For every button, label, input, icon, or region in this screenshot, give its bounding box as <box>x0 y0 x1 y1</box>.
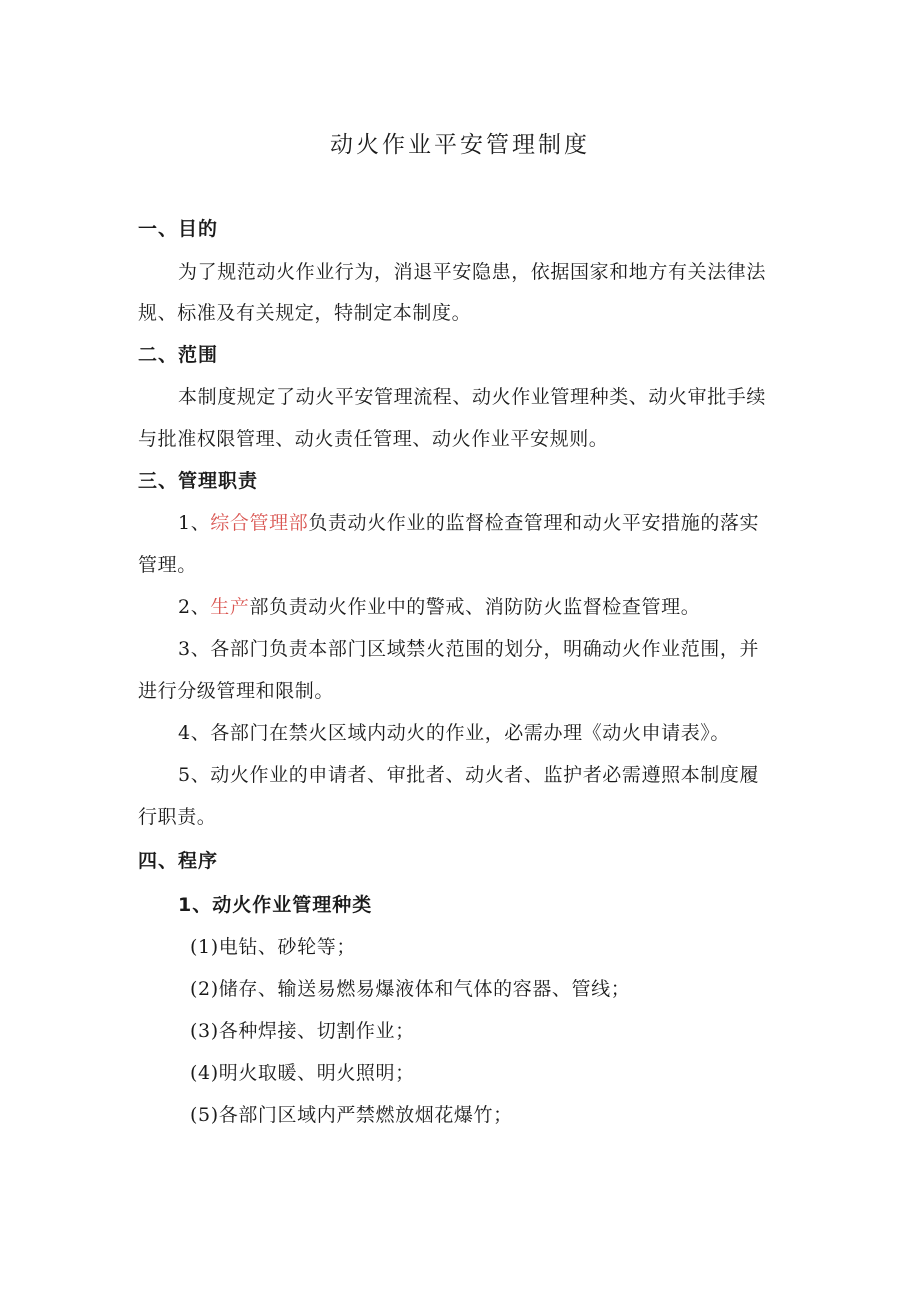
responsibility-item-4: 4、各部门在禁火区域内动火的作业，必需办理《动火申请表》。 <box>178 722 730 744</box>
purpose-paragraph-line-2: 规、标准及有关规定，特制定本制度。 <box>138 302 472 324</box>
responsibility-item-3-line-2: 进行分级管理和限制。 <box>138 680 335 702</box>
document-title: 动火作业平安管理制度 <box>330 132 590 158</box>
section-heading-scope: 二、范围 <box>138 344 219 366</box>
purpose-paragraph-line-1: 为了规范动火作业行为，消退平安隐患，依据国家和地方有关法律法 <box>178 261 767 283</box>
item-text: 负责动火作业的监督检查管理和动火平安措施的落实 <box>308 512 760 534</box>
section-heading-responsibilities: 三、管理职责 <box>138 470 259 492</box>
responsibility-item-1-line-2: 管理。 <box>138 554 197 576</box>
highlighted-department: 生产 <box>210 596 250 618</box>
section-heading-purpose: 一、目的 <box>138 218 219 240</box>
item-number: 1、 <box>178 512 211 534</box>
responsibility-item-5-line-1: 5、动火作业的申请者、审批者、动火者、监护者必需遵照本制度履 <box>178 764 760 786</box>
category-item-3: (3)各种焊接、切割作业； <box>190 1020 415 1042</box>
responsibility-item-3-line-1: 3、各部门负责本部门区域禁火范围的划分，明确动火作业范围，并 <box>178 638 760 660</box>
item-number: 2、 <box>178 596 211 618</box>
subheading-hot-work-categories: 1、动火作业管理种类 <box>178 894 373 916</box>
category-item-2: (2)储存、输送易燃易爆液体和气体的容器、管线； <box>190 978 631 1000</box>
responsibility-item-2 <box>178 592 700 622</box>
highlighted-department: 综合管理部 <box>210 512 309 534</box>
category-item-4: (4)明火取暖、明火照明； <box>190 1062 415 1084</box>
section-heading-procedure: 四、程序 <box>138 850 219 872</box>
scope-paragraph-line-2: 与批准权限管理、动火责任管理、动火作业平安规则。 <box>138 428 609 450</box>
scope-paragraph-line-1: 本制度规定了动火平安管理流程、动火作业管理种类、动火审批手续 <box>178 386 767 408</box>
responsibility-item-5-line-2: 行职责。 <box>138 806 217 828</box>
responsibility-item-1-line-1 <box>178 508 759 538</box>
category-item-5: (5)各部门区域内严禁燃放烟花爆竹； <box>190 1104 513 1126</box>
item-text: 部负责动火作业中的警戒、消防防火监督检查管理。 <box>249 596 701 618</box>
category-item-1: (1)电钻、砂轮等； <box>190 936 356 958</box>
